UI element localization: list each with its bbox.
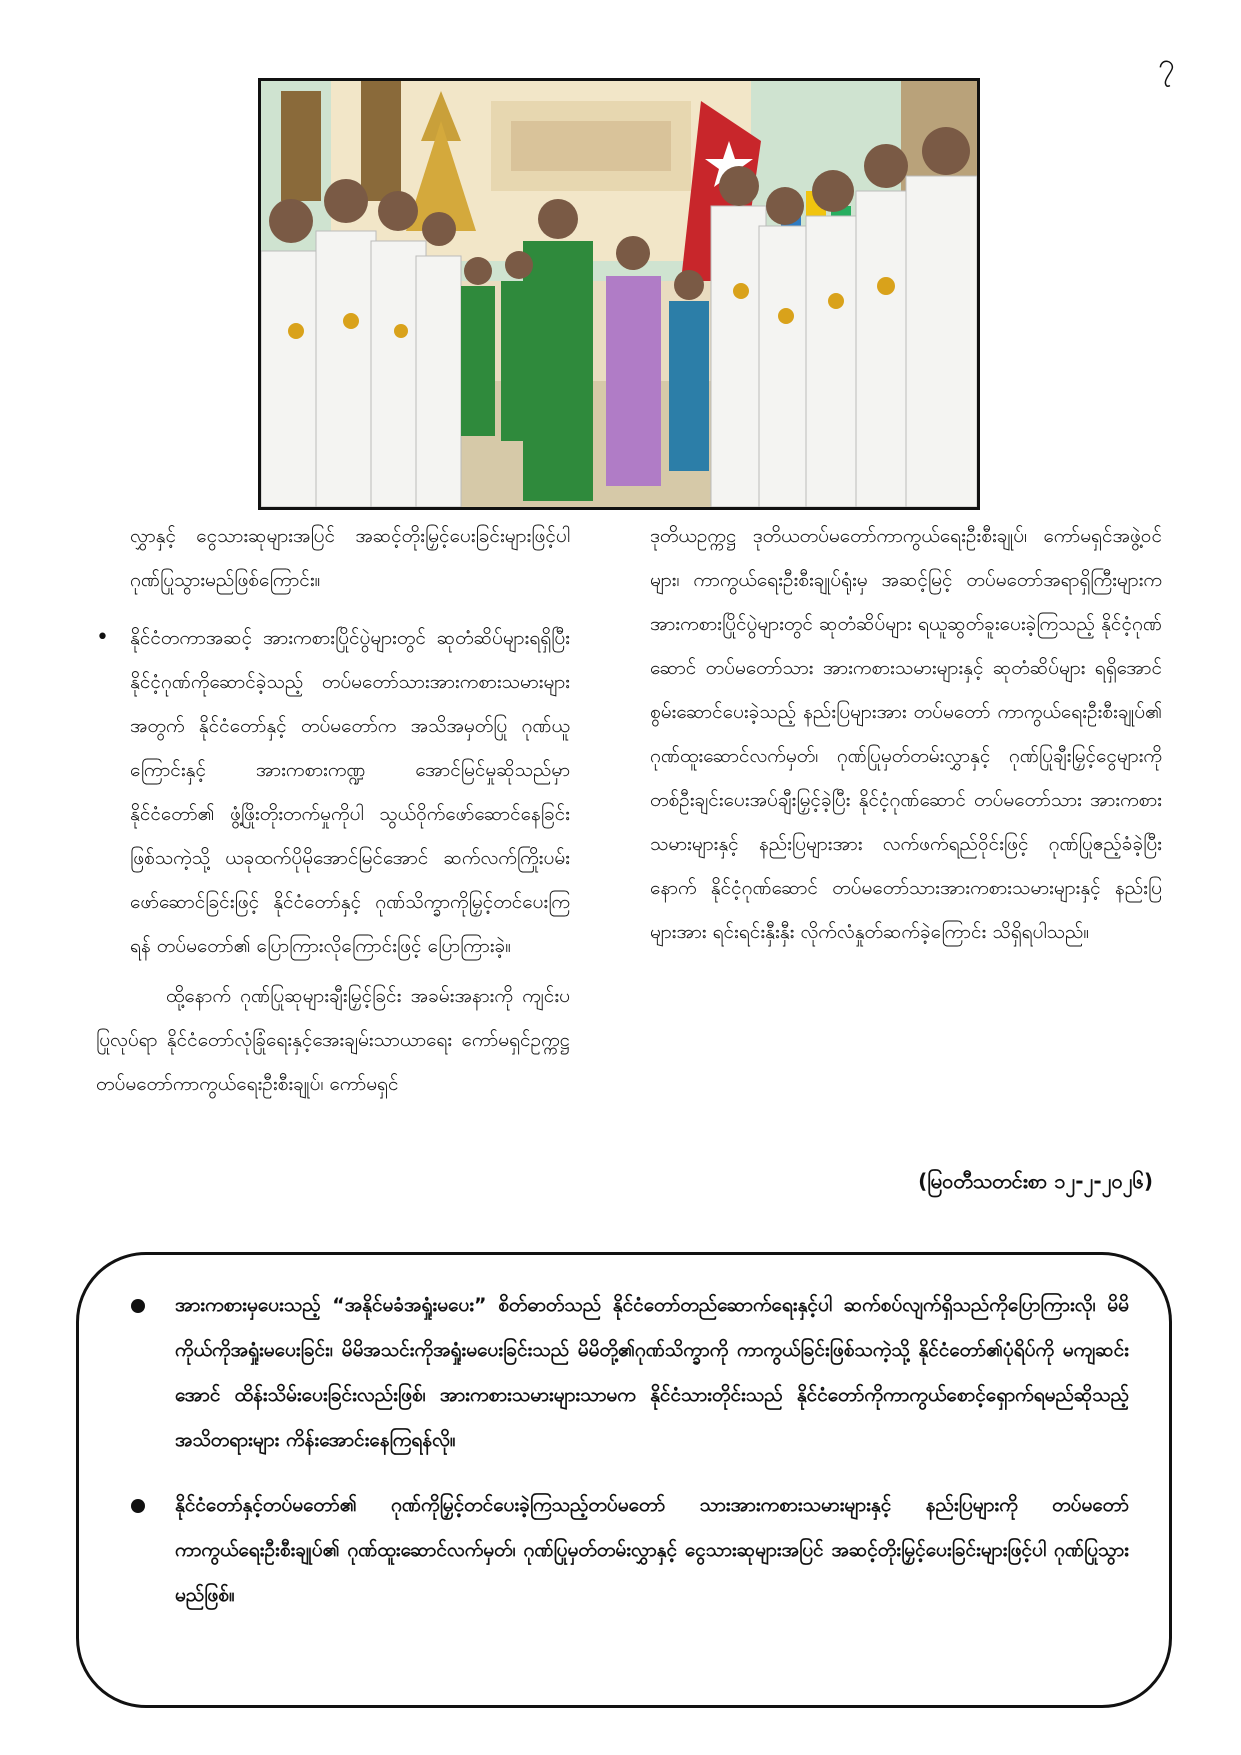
ceremony-photo-icon [261,81,977,507]
summary-item-text: အားကစားမှပေးသည့် “အနိုင်မခံအရှုံးမပေး” စိတ်ဓာတ်သည် နိုင်ငံတော်တည်ဆောက်ရေးနှင့်ပါ ဆက်စပ်လျက်ရှိသည်ကိုပြောကြားလို၊ မိမိကိုယ်ကိုအရှုံးမပေးခြင်း၊ မိမိအသင်းကိုအရှုံးမပေးခြင်းသည် မိမိတို့၏ဂုဏ်သိက္ခာကို ကာကွယ်ခြင်းဖြစ်သကဲ့သို့ နိုင်ငံတော်၏ပုံရိပ်ကို မကျဆင်းအောင် ထိန်းသိမ်းပေးခြင်းလည်းဖြစ်၊ အားကစားသမားများသာမက နိုင်ငံသားတိုင်းသည် နိုင်ငံတော်ကိုကာကွယ်စောင့်ရှောက်ရမည်ဆိုသည့် အသိတရားများ ကိန်းအောင်းနေကြရန်လို။ [175,1294,1129,1451]
bullet-icon [131,1499,145,1513]
news-photo [258,78,980,510]
summary-item [131,1283,1129,1463]
left-paragraph-text: ထို့နောက် ဂုဏ်ပြုဆုများချီးမြှင့်ခြင်း အခမ်းအနားကို ကျင်းပပြုလုပ်ရာ နိုင်ငံတော်လုံခြုံရေးနှင့်အေးချမ်းသာယာရေး ကော်မရှင်ဥက္ကဋ္ဌ တပ်မတော်ကာကွယ်ရေးဦးစီးချုပ်၊ ကော်မရှင် [96,985,570,1095]
article-right-column [650,514,1162,954]
summary-item-text: နိုင်ငံတော်နှင့်တပ်မတော်၏ ဂုဏ်ကိုမြှင့်တင်ပေးခဲ့ကြသည့်တပ်မတော် သားအားကစားသမားများနှင့် နည်းပြများကို တပ်မတော်ကာကွယ်ရေးဦးစီးချုပ်၏ ဂုဏ်ထူးဆောင်လက်မှတ်၊ ဂုဏ်ပြုမှတ်တမ်းလွှာနှင့် ငွေသားဆုများအပြင် အဆင့်တိုးမြှင့်ပေးခြင်းများဖြင့်ပါ ဂုဏ်ပြုသွားမည်ဖြစ်။ [175,1494,1129,1606]
summary-box [76,1252,1172,1708]
source-citation: (မြဝတီသတင်းစာ ၁၂-၂-၂၀၂၆) [918,1169,1153,1193]
left-continuation-text: လွှာနှင့် ငွေသားဆုများအပြင် အဆင့်တိုးမြှင့်ပေးခြင်းများဖြင့်ပါ ဂုဏ်ပြုသွားမည်ဖြစ်ကြောင်း။ [130,525,570,591]
article-left-column [96,514,570,1106]
bullet-icon [131,1299,145,1313]
left-bullet-text: • နိုင်ငံတကာအဆင့် အားကစားပြိုင်ပွဲများတွင် ဆုတံဆိပ်များရရှိပြီး နိုင်ငံ့ဂုဏ်ကိုဆောင်ခဲ့သည့် တပ်မတော်သားအားကစားသမားများအတွက် နိုင်ငံတော်နှင့် တပ်မတော်က အသိအမှတ်ပြု ဂုဏ်ယူကြောင်းနှင့် အားကစားကဏ္ဍ အောင်မြင်မှုဆိုသည်မှာ နိုင်ငံတော်၏ ဖွံ့ဖြိုးတိုးတက်မှုကိုပါ သွယ်ဝိုက်ဖော်ဆောင်နေခြင်းဖြစ်သကဲ့သို့ ယခုထက်ပိုမိုအောင်မြင်အောင် ဆက်လက်ကြိုးပမ်းဖော်ဆောင်ခြင်းဖြင့် နိုင်ငံတော်နှင့် ဂုဏ်သိက္ခာကိုမြှင့်တင်ပေးကြရန် တပ်မတော်၏ ပြောကြားလိုကြောင်းဖြင့် ပြောကြားခဲ့။ [96,616,570,968]
summary-item [131,1483,1129,1618]
right-paragraph-text: ဒုတိယဥက္ကဋ္ဌ ဒုတိယတပ်မတော်ကာကွယ်ရေးဦးစီးချုပ်၊ ကော်မရှင်အဖွဲ့ဝင်များ၊ ကာကွယ်ရေးဦးစီးချုပ်ရုံးမှ အဆင့်မြင့် တပ်မတော်အရာရှိကြီးများက အားကစားပြိုင်ပွဲများတွင် ဆုတံဆိပ်များ ရယူဆွတ်ခူးပေးခဲ့ကြသည့် နိုင်ငံ့ဂုဏ်ဆောင် တပ်မတော်သား အားကစားသမားများနှင့် ဆုတံဆိပ်များ ရရှိအောင် စွမ်းဆောင်ပေးခဲ့သည့် နည်းပြများအား တပ်မတော် ကာကွယ်ရေးဦးစီးချုပ်၏ ဂုဏ်ထူးဆောင်လက်မှတ်၊ ဂုဏ်ပြုမှတ်တမ်းလွှာနှင့် ဂုဏ်ပြုချီးမြှင့်ငွေများကို တစ်ဦးချင်းပေးအပ်ချီးမြှင့်ခဲ့ပြီး နိုင်ငံ့ဂုဏ်ဆောင် တပ်မတော်သား အားကစားသမားများနှင့် နည်းပြများအား လက်ဖက်ရည်ဝိုင်းဖြင့် ဂုဏ်ပြုဧည့်ခံခဲ့ပြီးနောက် နိုင်ငံ့ဂုဏ်ဆောင် တပ်မတော်သားအားကစားသမားများနှင့် နည်းပြများအား ရင်းရင်းနှီးနှီး လိုက်လံနှုတ်ဆက်ခဲ့ကြောင်း သိရှိရပါသည်။ [650,525,1162,943]
page-number: ၇ [1158,47,1175,82]
